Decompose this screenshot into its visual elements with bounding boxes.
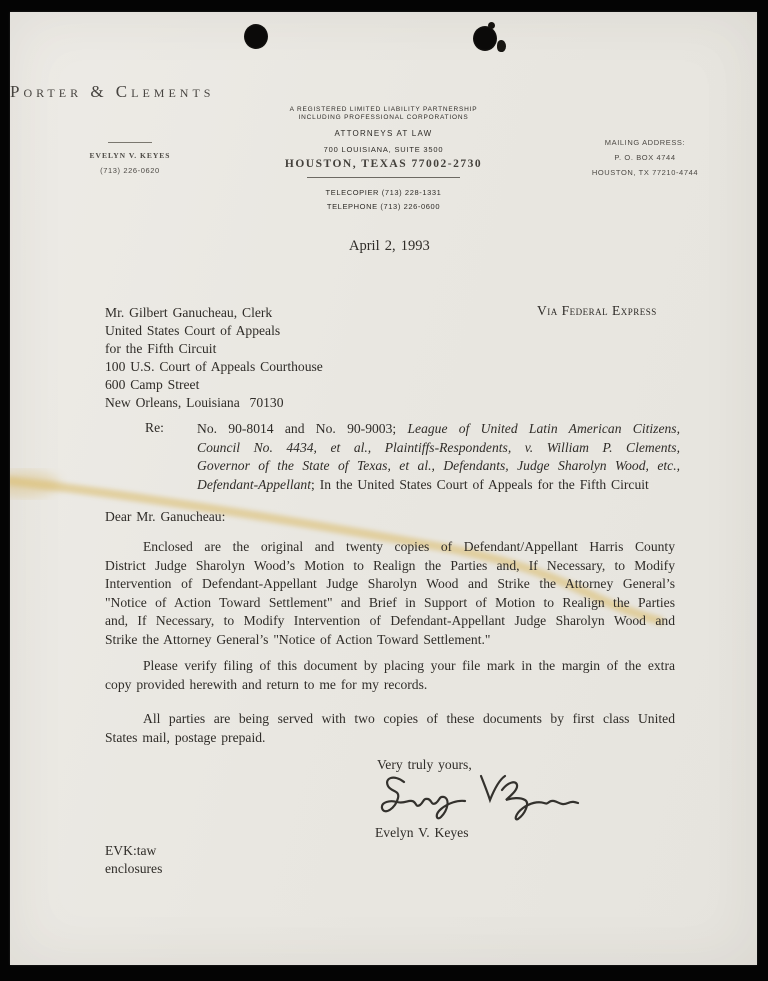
re-line bbox=[197, 476, 680, 495]
punch-hole-tear bbox=[497, 40, 506, 52]
re-line bbox=[197, 420, 680, 439]
letterhead-including-line: INCLUDING PROFESSIONAL CORPORATIONS bbox=[298, 114, 469, 121]
punch-hole-nub bbox=[488, 22, 495, 29]
letterhead-street-line: 700 LOUISIANA, SUITE 3500 bbox=[323, 145, 444, 154]
attorney-name: EVELYN V. KEYES bbox=[89, 151, 171, 160]
body-paragraph-2 bbox=[105, 657, 675, 694]
recipient-line: New Orleans, Louisiana 70130 bbox=[105, 395, 284, 410]
signature-typed-name: Evelyn V. Keyes bbox=[375, 825, 469, 840]
letterhead-city-line: HOUSTON, TEXAS 77002-2730 bbox=[284, 158, 483, 170]
paragraph-line: Please verify filing of this document by placing your file mark in the margin of the extra bbox=[143, 658, 675, 673]
re-subject-block bbox=[197, 420, 680, 494]
paper bbox=[10, 12, 757, 965]
punch-hole-right bbox=[473, 26, 497, 51]
recipient-line: 100 U.S. Court of Appeals Courthouse bbox=[105, 359, 323, 374]
case-style-italic: Defendant-Appellant bbox=[197, 476, 312, 492]
case-style-italic: Governor of the State of Texas, et al., Defendants, Judge Sharolyn Wood, etc., bbox=[197, 458, 680, 473]
paragraph-line: Enclosed are the original and twenty copies of Defendant/Appellant Harris County bbox=[143, 539, 675, 554]
enclosures-notation: enclosures bbox=[105, 861, 163, 876]
letterhead-divider bbox=[307, 177, 460, 178]
attorney-phone: (713) 226-0620 bbox=[100, 166, 160, 175]
delivery-method: Via Federal Express bbox=[537, 303, 657, 318]
salutation: Dear Mr. Ganucheau: bbox=[105, 509, 226, 524]
recipient-line: 600 Camp Street bbox=[105, 377, 200, 392]
paragraph-line: "Notice of Action Toward Settlement" and Brief in Support of Motion to Realign the Parties bbox=[105, 594, 675, 610]
letterhead-firm-name: Porter & Clements bbox=[10, 82, 215, 101]
letterhead-telephone-line: TELEPHONE (713) 226-0600 bbox=[326, 202, 441, 211]
body-paragraph-3 bbox=[105, 710, 675, 747]
paragraph-line: States mail, postage prepaid. bbox=[105, 729, 266, 745]
paragraph-line: copy provided herewith and return to me for my records. bbox=[105, 676, 428, 692]
paragraph-line: Strike the Attorney General’s "Notice of Action Toward Settlement." bbox=[105, 631, 491, 647]
closing-phrase: Very truly yours, bbox=[377, 757, 472, 772]
re-line bbox=[197, 439, 680, 458]
mailing-po-box: P. O. BOX 4744 bbox=[614, 153, 676, 162]
letterhead-telecopier-line: TELECOPIER (713) 228-1331 bbox=[325, 188, 442, 197]
paragraph-line: All parties are being served with two copies of these documents by first class United bbox=[143, 711, 675, 726]
re-line bbox=[197, 457, 680, 476]
attorney-divider bbox=[108, 142, 152, 143]
case-style-italic: League of United Latin American Citizens, bbox=[407, 421, 680, 436]
body-paragraph-1 bbox=[105, 538, 675, 650]
recipient-line: United States Court of Appeals bbox=[105, 323, 281, 338]
re-label: Re: bbox=[145, 420, 164, 435]
case-style-italic: Council No. 4434, et al., Plaintiffs-Respondents, v. William P. Clements, bbox=[197, 439, 680, 455]
letterhead-mailing-block bbox=[580, 138, 710, 183]
mailing-address-label: MAILING ADDRESS: bbox=[604, 138, 686, 147]
mailing-city: HOUSTON, TX 77210-4744 bbox=[591, 168, 699, 177]
paragraph-line: and, If Necessary, to Modify Intervention of Defendant-Appellant Judge Sharolyn Wood and bbox=[105, 613, 675, 629]
recipient-address-block bbox=[105, 304, 405, 412]
recipient-line: Mr. Gilbert Ganucheau, Clerk bbox=[105, 305, 273, 320]
signature-handwriting bbox=[378, 770, 583, 828]
recipient-line: for the Fifth Circuit bbox=[105, 341, 217, 356]
letter-date: April 2, 1993 bbox=[349, 238, 430, 254]
letterhead-attorney-block bbox=[70, 142, 190, 175]
letterhead-attorneys-line: ATTORNEYS AT LAW bbox=[334, 129, 433, 138]
typist-initials: EVK:taw bbox=[105, 843, 157, 858]
paragraph-line: District Judge Sharolyn Wood’s Motion to Realign the Parties and, If Necessary, to Modify bbox=[105, 557, 675, 573]
case-style-regular: ; In the United States Court of Appeals for the Fifth Circuit bbox=[311, 476, 649, 492]
letterhead-registered-line: A REGISTERED LIMITED LIABILITY PARTNERSHIP bbox=[289, 106, 478, 113]
case-style-regular: No. 90-8014 and No. 90-9003; bbox=[197, 421, 408, 436]
paragraph-line: Intervention of Defendant-Appellant Judge Sharolyn Wood and Strike the Attorney General’s bbox=[105, 576, 675, 592]
punch-hole-left bbox=[244, 24, 268, 49]
